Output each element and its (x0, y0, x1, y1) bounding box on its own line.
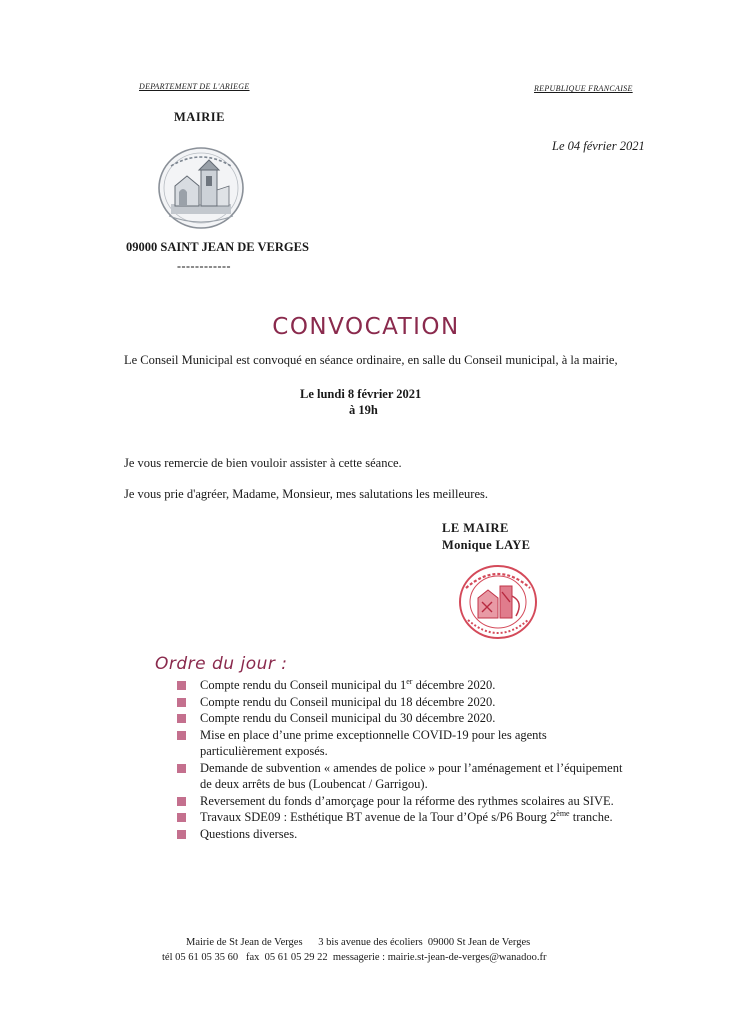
square-bullet-icon (177, 731, 186, 740)
regards-text: Je vous prie d'agréer, Madame, Monsieur, mes salutations les meilleures. (124, 487, 489, 501)
agenda-item: Compte rendu du Conseil municipal du 1er décembre 2020. (174, 677, 694, 694)
signatory-name: Monique LAYE (442, 538, 531, 552)
square-bullet-icon (177, 830, 186, 839)
agenda-item: Questions diverses. (174, 826, 694, 843)
thanks-text: Je vous remercie de bien vouloir assister à cette séance. (124, 456, 402, 470)
meeting-date: Le lundi 8 février 2021 (300, 387, 422, 401)
document-title: CONVOCATION (272, 314, 460, 340)
department-header: DEPARTEMENT DE L'ARIEGE (139, 82, 250, 91)
town-name: 09000 SAINT JEAN DE VERGES (126, 240, 309, 254)
mairie-label: MAIRIE (174, 110, 225, 124)
square-bullet-icon (177, 681, 186, 690)
square-bullet-icon (177, 698, 186, 707)
convocation-intro: Le Conseil Municipal est convoqué en séance ordinaire, en salle du Conseil municipal, à la mairie, (124, 353, 618, 367)
official-stamp (452, 562, 546, 642)
agenda-item: Compte rendu du Conseil municipal du 30 décembre 2020. (174, 710, 694, 727)
footer-contact: tél 05 61 05 35 60 fax 05 61 05 29 22 messagerie : mairie.st-jean-de-verges@wanadoo.fr (162, 952, 547, 963)
agenda-item: Mise en place d’une prime exceptionnelle COVID-19 pour les agents particulièrement exposés. (174, 727, 620, 760)
agenda-list (174, 677, 694, 842)
agenda-heading: Ordre du jour : (155, 654, 288, 674)
square-bullet-icon (177, 797, 186, 806)
header-separator: ------------ (177, 259, 231, 273)
footer-address: Mairie de St Jean de Verges 3 bis avenue des écoliers 09000 St Jean de Verges (186, 937, 531, 948)
agenda-item: Demande de subvention « amendes de police » pour l’aménagement et l’équipement de deux arrêts de bus (Loubencat / Garrigou). (174, 760, 630, 793)
square-bullet-icon (177, 714, 186, 723)
agenda-item: Compte rendu du Conseil municipal du 18 décembre 2020. (174, 694, 694, 711)
signatory-role: LE MAIRE (442, 521, 509, 535)
square-bullet-icon (177, 764, 186, 773)
agenda-item: Travaux SDE09 : Esthétique BT avenue de la Tour d’Opé s/P6 Bourg 2ème tranche. (174, 809, 694, 826)
agenda-item: Reversement du fonds d’amorçage pour la réforme des rythmes scolaires au SIVE. (174, 793, 694, 810)
town-emblem-logo (157, 146, 245, 231)
letter-date: Le 04 février 2021 (552, 139, 645, 153)
meeting-time: à 19h (349, 403, 378, 417)
republic-header: REPUBLIQUE FRANCAISE (534, 84, 633, 93)
square-bullet-icon (177, 813, 186, 822)
